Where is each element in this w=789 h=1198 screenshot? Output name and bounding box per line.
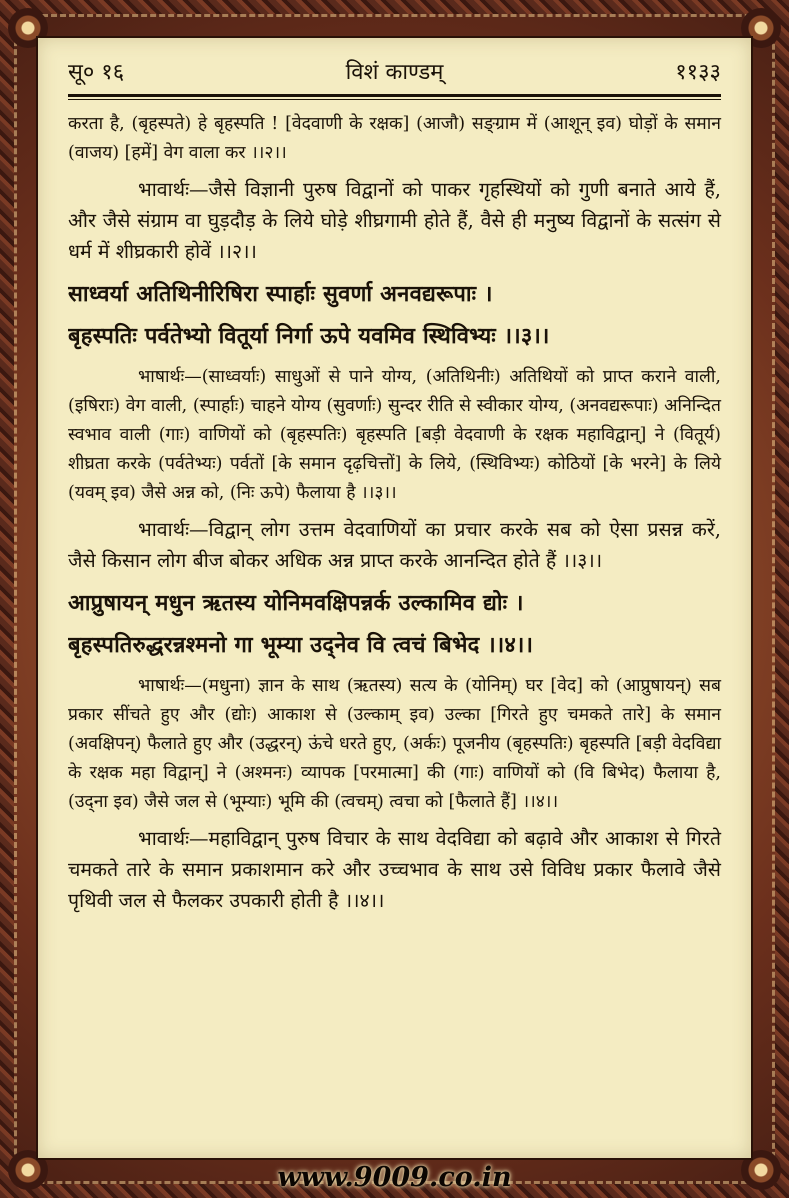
header-rule-thin: [68, 99, 721, 100]
bhavarth-paragraph: भावार्थः—महाविद्वान् पुरुष विचार के साथ वेदविद्या को बढ़ावे और आकाश से गिरते चमकते तारे के समान प्रकाशमान करे और उच्चभाव के साथ उसे विविध प्रकार फैलावे जैसे पृथिवी जल से फैलकर उपकारी होती है ।।४।।: [68, 827, 721, 912]
page-header: [68, 56, 721, 90]
scripture-page: [36, 36, 753, 1160]
header-rule: [68, 94, 721, 97]
website-watermark: www.9009.co.in: [277, 1162, 512, 1193]
mantra-line: बृहस्पतिरुद्धरन्नश्मनो गा भूम्या उद्नेव वि त्वचं बिभेद ।।४।।: [68, 632, 534, 658]
mantra-line: साध्वर्या अतिथिनीरिषिरा स्पार्हाः सुवर्णा अनवद्यरूपाः ।: [68, 281, 493, 307]
kanda-title: विशं काण्डम्: [345, 60, 444, 85]
page-body: [68, 110, 721, 916]
bhavarth-paragraph: भावार्थः—जैसे विज्ञानी पुरुष विद्वानों को पाकर गृहस्थियों को गुणी बनाते आये हैं, और जैसे संग्राम वा घुड़दौड़ के लिये घोड़े शीघ्रगामी होते हैं, वैसे ही मनुष्य विद्वानों के सत्संग से धर्म में शीघ्रकारी होवें ।।२।।: [68, 178, 721, 263]
mantra-line: आप्रुषायन् मधुन ऋतस्य योनिमवक्षिपन्नर्क उल्कामिव द्योः ।: [68, 590, 524, 616]
mantra-line: बृहस्पतिः पर्वतेभ्यो वितूर्या निर्गा ऊपे यवमिव स्थिविभ्यः ।।३।।: [68, 323, 550, 349]
bhavarth-paragraph: भावार्थः—विद्वान् लोग उत्तम वेदवाणियों का प्रचार करके सब को ऐसा प्रसन्न करें, जैसे किसान लोग बीज बोकर अधिक अन्न प्राप्त करके आनन्दित होते हैं ।।३।।: [68, 518, 721, 572]
bhasharth-paragraph: भाषार्थः—(मधुना) ज्ञान के साथ (ऋतस्य) सत्य के (योनिम्) घर [वेद] को (आप्रुषायन्) सब प्रकार सींचते हुए और (द्योः) आकाश से (उल्काम् इव) उल्का [गिरते हुए चमकते तारे] के समान (अवक्षिपन्) फैलाते हुए और (उद्धरन्) ऊंचे धरते हुए, (अर्कः) पूजनीय (बृहस्पतिः) बृहस्पति [बड़ी वेदविद्या के रक्षक महा विद्वान्] ने (अश्मनः) व्यापक [परमात्मा] की (गाः) वाणियों को (वि बिभेद) फैलाया है, (उद्ना इव) जैसे जल से (भूम्याः) भूमि की (त्वचम्) त्वचा को [फैलाते हैं] ।।४।।: [68, 676, 721, 812]
sukta-number: सू० १६: [68, 60, 125, 85]
translation-paragraph: करता है, (बृहस्पते) हे बृहस्पति ! [वेदवाणी के रक्षक] (आजौ) सङ्ग्राम में (आशून् इव) घोड़ों के समान (वाजय) [हमें] वेग वाला कर ।।२।।: [68, 114, 721, 163]
page-number: ११३३: [675, 60, 721, 85]
bhasharth-paragraph: भाषार्थः—(साध्वर्याः) साधुओं से पाने योग्य, (अतिथिनीः) अतिथियों को प्राप्त कराने वाली, (इषिराः) वेग वाली, (स्पार्हाः) चाहने योग्य (सुवर्णाः) सुन्दर रीति से स्वीकार योग्य, (अनवद्यरूपाः) अनिन्दित स्वभाव वाली (गाः) वाणियों को (बृहस्पतिः) बृहस्पति [बड़ी वेदवाणी के रक्षक महाविद्वान्] ने (वितूर्य) शीघ्रता करके (पर्वतेभ्यः) पर्वतों [के समान दृढ़चित्तों] के लिये, (स्थिविभ्यः) कोठियों [के भरने] के लिये (यवम् इव) जैसे अन्न को, (निः ऊपे) फैलाया है ।।३।।: [68, 367, 721, 503]
